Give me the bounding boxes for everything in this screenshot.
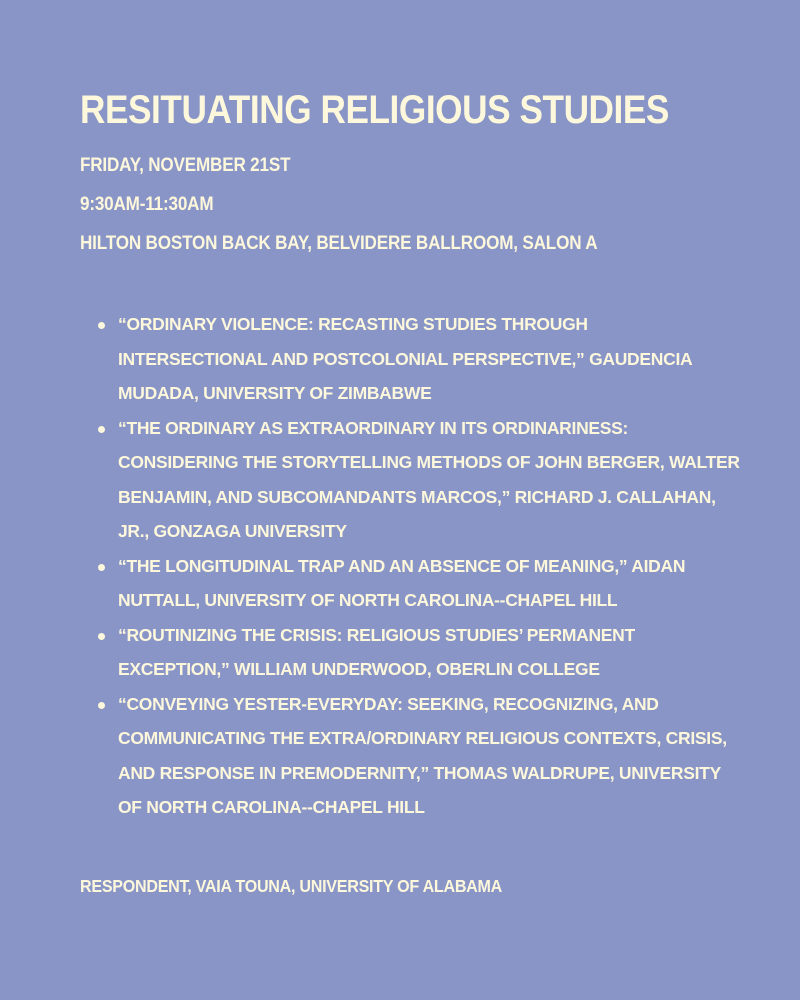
session-title: RESITUATING RELIGIOUS STUDIES bbox=[80, 88, 669, 132]
session-date: FRIDAY, NOVEMBER 21ST bbox=[80, 155, 291, 176]
bullet-icon bbox=[98, 322, 105, 329]
paper-item bbox=[118, 549, 740, 618]
bullet-icon bbox=[98, 633, 105, 640]
paper-text: “CONVEYING YESTER-EVERYDAY: SEEKING, RECOGNIZING, AND COMMUNICATING THE EXTRA/ORDINARY RELIGIOUS CONTEXTS, CRISIS, AND RESPONSE IN PREMODERNITY,” THOMAS WALDRUPE, UNIVERSITY OF NORTH CAROLINA--CHAPEL HILL bbox=[118, 693, 727, 817]
session-time: 9:30AM-11:30AM bbox=[80, 194, 214, 215]
paper-item bbox=[118, 307, 740, 411]
session-location: HILTON BOSTON BACK BAY, BELVIDERE BALLROOM, SALON A bbox=[80, 233, 598, 254]
paper-item bbox=[118, 687, 740, 825]
bullet-icon bbox=[98, 702, 105, 709]
paper-text: “ROUTINIZING THE CRISIS: RELIGIOUS STUDIES’ PERMANENT EXCEPTION,” WILLIAM UNDERWOOD, OBERLIN COLLEGE bbox=[118, 624, 635, 679]
session-details bbox=[80, 146, 740, 263]
bullet-icon bbox=[98, 426, 105, 433]
paper-text: “THE ORDINARY AS EXTRAORDINARY IN ITS ORDINARINESS: CONSIDERING THE STORYTELLING METHODS OF JOHN BERGER, WALTER BENJAMIN, AND SUBCOMANDANTS MARCOS,” RICHARD J. CALLAHAN, JR., GONZAGA UNIVERSITY bbox=[118, 417, 740, 541]
paper-item bbox=[118, 618, 740, 687]
paper-item bbox=[118, 411, 740, 549]
bullet-icon bbox=[98, 564, 105, 571]
respondent: RESPONDENT, VAIA TOUNA, UNIVERSITY OF ALABAMA bbox=[80, 875, 503, 896]
paper-text: “ORDINARY VIOLENCE: RECASTING STUDIES THROUGH INTERSECTIONAL AND POSTCOLONIAL PERSPECTIVE,” GAUDENCIA MUDADA, UNIVERSITY OF ZIMBABWE bbox=[118, 314, 692, 403]
paper-list bbox=[80, 307, 740, 825]
paper-text: “THE LONGITUDINAL TRAP AND AN ABSENCE OF MEANING,” AIDAN NUTTALL, UNIVERSITY OF NORTH CAROLINA--CHAPEL HILL bbox=[118, 555, 686, 610]
